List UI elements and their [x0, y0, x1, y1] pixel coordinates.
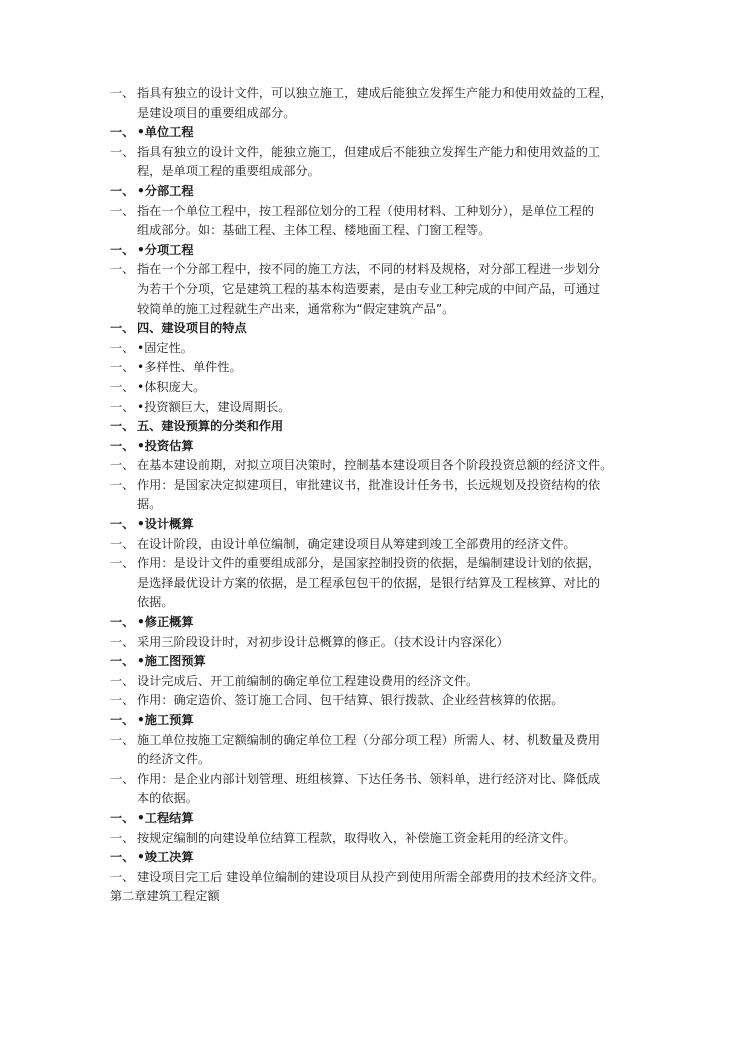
- list-item: [0, 260, 744, 319]
- text-line: •固定性。: [137, 340, 193, 355]
- text-line: 是选择最优设计方案的依据，是工程承包包干的依据，是银行结算及工程核算、对比的: [137, 575, 601, 590]
- text-line: •分部工程: [137, 183, 194, 198]
- list-marker: 一、: [110, 86, 135, 100]
- list-item: [0, 143, 744, 182]
- section-heading: [0, 613, 744, 633]
- list-marker: 一、: [110, 869, 135, 884]
- text-line: 在基本建设前期，对拟立项目决策时，控制基本建设项目各个阶段投资总额的经济文件。: [137, 458, 613, 473]
- text-line: 本的依据。: [137, 791, 198, 806]
- text-line: •施工预算: [137, 713, 194, 727]
- list-item: [0, 868, 744, 888]
- text-line: 施工单位按施工定额编制的确定单位工程（分部分项工程）所需人、材、机数量及费用: [137, 732, 601, 747]
- section-heading: [0, 711, 744, 731]
- list-item: [0, 829, 744, 849]
- text-line: 程，是单项工程的重要组成部分。: [137, 164, 320, 179]
- text-line: 五、建设预算的分类和作用: [137, 419, 284, 434]
- list-marker: 一、: [110, 458, 135, 473]
- list-marker: 一、: [110, 615, 135, 630]
- list-item: [0, 202, 744, 241]
- text-line: 四、建设项目的特点: [137, 321, 247, 336]
- list-marker: 一、: [110, 360, 135, 375]
- list-marker: 一、: [110, 242, 135, 257]
- section-heading: [0, 809, 744, 829]
- text-line: 组成部分。如：基础工程、主体工程、楼地面工程、门窗工程等。: [137, 223, 491, 238]
- text-line: 作用：是设计文件的重要组成部分，是国家控制投资的依据，是编制建设计划的依据，: [137, 556, 601, 571]
- list-marker: 一、: [110, 673, 135, 688]
- text-line: •单位工程: [137, 125, 194, 140]
- text-line: •投资估算: [137, 438, 194, 453]
- list-marker: 一、: [110, 556, 135, 571]
- text-line: •修正概算: [137, 615, 194, 630]
- text-line: 是建设项目的重要组成部分。: [137, 105, 296, 120]
- list-marker: 一、: [110, 379, 135, 394]
- list-item: [0, 84, 744, 123]
- list-marker: 一、: [110, 713, 135, 727]
- list-marker: 一、: [110, 340, 135, 355]
- section-heading: [0, 437, 744, 457]
- list-marker: 一、: [110, 477, 135, 492]
- list-item: [0, 358, 744, 378]
- text-line: 为若干个分项，它是建筑工程的基本构造要素，是由专业工种完成的中间产品，可通过: [137, 281, 601, 296]
- text-line: •施工图预算: [137, 654, 206, 669]
- text-line: 的经济文件。: [137, 752, 211, 767]
- list-marker: 一、: [110, 125, 135, 140]
- section-heading: [0, 848, 744, 868]
- list-item: [0, 378, 744, 398]
- list-item: [0, 456, 744, 476]
- text-line: •竣工决算: [137, 850, 194, 865]
- text-line: 作用：是国家决定拟建项目，审批建议书，批准设计任务书，长远规划及投资结构的依: [137, 477, 601, 492]
- list-item: [0, 691, 744, 711]
- text-line: 指在一个分部工程中，按不同的施工方法，不同的材料及规格，对分部工程进一步划分: [137, 262, 601, 277]
- list-item: [0, 633, 744, 653]
- text-line: 采用三阶段设计时，对初步设计总概算的修正。（技术设计内容深化）: [137, 634, 509, 649]
- list-item: [0, 672, 744, 692]
- list-marker: 一、: [110, 810, 135, 825]
- list-marker: 一、: [110, 438, 135, 453]
- text-line: 作用：确定造价、签订施工合同、包干结算、银行拨款、企业经营核算的依据。: [137, 693, 564, 708]
- list-marker: 一、: [110, 654, 135, 669]
- section-heading: [0, 515, 744, 535]
- section-heading: [0, 182, 744, 202]
- text-line: 在设计阶段，由设计单位编制，确定建设项目从筹建到竣工全部费用的经济文件。: [137, 536, 576, 551]
- list-marker: 一、: [110, 262, 135, 277]
- text-line: 按规定编制的向建设单位结算工程款，取得收入，补偿施工资金耗用的经济文件。: [137, 830, 576, 845]
- list-item: [0, 554, 744, 613]
- list-marker: 一、: [110, 771, 135, 786]
- list-marker: 一、: [110, 321, 135, 336]
- list-marker: 一、: [110, 203, 135, 218]
- list-marker: 一、: [110, 399, 135, 414]
- section-heading: [0, 652, 744, 672]
- document-page: [0, 84, 744, 907]
- list-marker: 一、: [110, 517, 135, 532]
- text-line: 依据。: [137, 595, 174, 610]
- section-heading: [0, 123, 744, 143]
- text-line: •设计概算: [137, 517, 194, 532]
- text-line: 较简单的施工过程就生产出来，通常称为“假定建筑产品”。: [137, 301, 455, 316]
- text-line: •投资额巨大，建设周期长。: [137, 399, 291, 414]
- list-item: [0, 476, 744, 515]
- list-marker: 一、: [110, 634, 135, 649]
- section-heading: [0, 417, 744, 437]
- text-line: •体积庞大。: [137, 379, 206, 394]
- text-line: •工程结算: [137, 810, 194, 825]
- list-item: [0, 770, 744, 809]
- list-marker: 一、: [110, 693, 135, 708]
- text-line: 指具有独立的设计文件，能独立施工，但建成后不能独立发挥生产能力和使用效益的工: [137, 144, 601, 159]
- chapter-title: 第二章建筑工程定额: [110, 889, 220, 904]
- list-marker: 一、: [110, 144, 135, 159]
- text-line: 据。: [137, 497, 162, 512]
- text-line: 指在一个单位工程中，按工程部位划分的工程（使用材料、工种划分），是单位工程的: [137, 203, 595, 218]
- section-heading: [0, 319, 744, 339]
- list-marker: 一、: [110, 732, 135, 747]
- list-item: [0, 339, 744, 359]
- list-marker: 一、: [110, 419, 135, 434]
- text-line: 设计完成后、开工前编制的确定单位工程建设费用的经济文件。: [137, 673, 479, 688]
- list-marker: 一、: [110, 183, 135, 198]
- text-line: 指具有独立的设计文件，可以独立施工，建成后能独立发挥生产能力和使用效益的工程，: [137, 86, 613, 100]
- list-marker: 一、: [110, 536, 135, 551]
- list-item: [0, 731, 744, 770]
- list-marker: 一、: [110, 830, 135, 845]
- list-item: [0, 398, 744, 418]
- text-line: 作用：是企业内部计划管理、班组核算、下达任务书、领料单，进行经济对比、降低成: [137, 771, 601, 786]
- list-item: [0, 535, 744, 555]
- text-line: 建设项目完工后 建设单位编制的建设项目从投产到使用所需全部费用的技术经济文件。: [137, 869, 604, 884]
- section-heading: [0, 241, 744, 261]
- list-marker: 一、: [110, 850, 135, 865]
- text-line: •分项工程: [137, 242, 194, 257]
- text-line: •多样性、单件性。: [137, 360, 242, 375]
